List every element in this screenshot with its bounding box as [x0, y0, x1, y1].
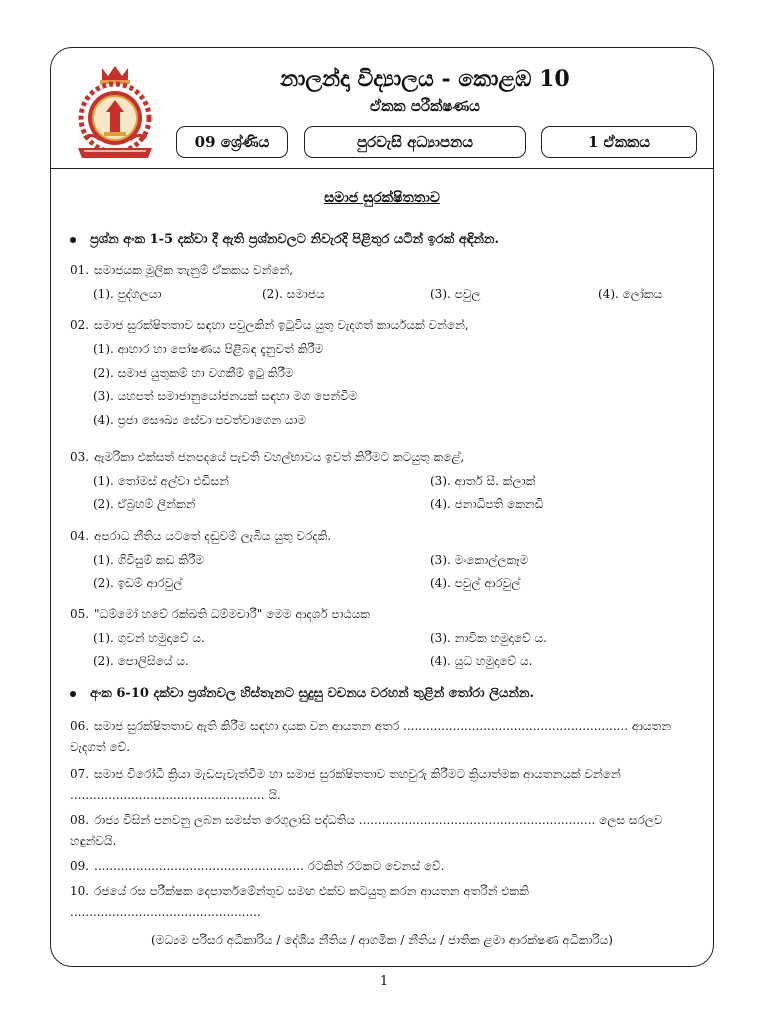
q5-option-1[interactable]: (1). ගුවන් හමුදාවේ ය. [93, 631, 205, 645]
subject-box: පුරවැසි අධ්‍යාපනය [304, 126, 526, 158]
question-10 [70, 881, 702, 923]
school-name: නාලන්දා විද්‍යාලය - කොළඹ 10 [280, 66, 570, 92]
question-number: 07. [70, 767, 90, 781]
question-02 [70, 318, 469, 333]
question-number: 06. [70, 719, 90, 733]
q5-option-4[interactable]: (4). යුධ හමුදාවේ ය. [430, 654, 533, 668]
question-03 [70, 450, 464, 465]
topic-title [50, 190, 714, 206]
bullet-icon [70, 691, 76, 697]
unit-box: 1 ඒකකය [541, 126, 697, 158]
q3-option-2[interactable]: (2). ඒබ්‍රහම් ලින්කන් [93, 497, 196, 511]
question-text: සමාජ සුරක්ෂිතතාව ඇති කිරීම සඳහා දායක වන ආයතන අතර ........................................................... ආයතන වැදගත් වේ. [70, 719, 672, 754]
question-text: ....................................................... රටකින් රටකට වෙනස් වේ. [94, 859, 445, 873]
header-divider [50, 168, 714, 169]
question-number: 01. [70, 263, 90, 277]
section1-instruction [70, 232, 499, 247]
question-06 [70, 716, 702, 758]
question-number: 02. [70, 318, 90, 332]
question-text: සමාජයක මූලික තැනුම් ඒකකය වන්නේ, [94, 263, 294, 277]
question-05 [70, 607, 370, 622]
q1-option-1[interactable]: (1). පුද්ගලයා [93, 287, 162, 301]
school-crest-icon [70, 62, 160, 162]
question-number: 08. [70, 813, 90, 827]
question-text: රජයේ රස පරීක්ෂක දෙපාර්තමේන්තුව සමඟ එක්ව කටයුතු කරන ආයතන අතරින් එකකි .................................................. [70, 884, 529, 919]
section1-instruction-text: ප්‍රශ්න අංක 1-5 දක්වා දී ඇති ප්‍රශ්නවලට නිවැරදි පිළිතුර යටින් ඉරක් අඳින්න. [90, 232, 499, 247]
question-09 [70, 856, 702, 877]
q1-option-2[interactable]: (2). සමාජය [262, 287, 325, 301]
question-number: 10. [70, 884, 90, 898]
q2-option-3[interactable]: (3). යහපත් සමාජානුයෝජනයක් සඳහා මග පෙන්වීම [93, 389, 358, 403]
question-text: අපරාධ නීතිය යටතේ දඬුවම් ලැබිය යුතු වරදකි. [94, 529, 332, 543]
section2-instruction [70, 686, 534, 701]
q4-option-4[interactable]: (4). පවුල් ආරවුල් [430, 576, 521, 590]
grade-box: 09 ශ්‍රේණිය [176, 126, 288, 158]
question-text: සමාජ විරෝධී ක්‍රියා මැඩපැවැත්වීම හා සමාජ සුරක්ෂිතතාව තහවුරු කිරීමට ක්‍රියාත්මක ආයතනයක් වන්නේ ................................................... යි. [70, 767, 621, 802]
q2-option-4[interactable]: (4). ප්‍රජා සෞඛ්‍ය සේවා පවත්වාගෙන යාම [93, 413, 307, 427]
q1-option-4[interactable]: (4). ලෝකය [598, 287, 663, 301]
q5-option-3[interactable]: (3). නාවික හමුදාවේ ය. [430, 631, 547, 645]
question-text: ඇමරිකා එක්සත් ජනපදයේ පැවති වහල්භාවය ඉවත් කිරීමට කටයුතු කළේ, [94, 450, 465, 464]
question-01 [70, 263, 293, 278]
topic-text: සමාජ සුරක්ෂිතතාව [324, 190, 440, 206]
question-number: 03. [70, 450, 90, 464]
answer-choices-hint: (මධ්‍යම පරිසර අධිකාරිය / දේශීය නීතිය / ආගමික / නීතිය / ජාතික ළමා ආරක්ෂණ අධිකාරිය) [151, 933, 613, 947]
question-text: "ධම්මෝ හවේ රක්ඛති ධම්මචාරී" මෙම ආදර්ශ පාඨයක [94, 607, 370, 621]
q3-option-1[interactable]: (1). තෝමස් අල්වා එඩිසන් [93, 474, 229, 488]
section2-instruction-text: අංක 6-10 දක්වා ප්‍රශ්නවල හිස්තැනට සුදුසු වචනය වරහන් තුළින් තෝරා ලියන්න. [90, 686, 534, 701]
question-number: 09. [70, 859, 90, 873]
question-08 [70, 810, 702, 852]
q3-option-3[interactable]: (3). ආතර් සී. ක්ලාක් [430, 474, 536, 488]
question-number: 04. [70, 529, 90, 543]
q4-option-2[interactable]: (2). ඉඩම් ආරවුල් [93, 576, 183, 590]
q2-option-1[interactable]: (1). ආහාර හා පෝෂණය පිළිබඳ දැනුවත් කිරීම [93, 342, 324, 356]
q4-option-3[interactable]: (3). මංකොල්ලකෑම [430, 553, 529, 567]
question-number: 05. [70, 607, 90, 621]
q4-option-1[interactable]: (1). ගිවිසුම් කඩ කිරීම [93, 553, 204, 567]
q2-option-2[interactable]: (2). සමාජ යුතුකම් හා වගකීම් ඉටු කිරීම [93, 366, 294, 380]
q5-option-2[interactable]: (2). පොලිසියේ ය. [93, 654, 189, 668]
bullet-icon [70, 237, 76, 243]
question-text: සමාජ සුරක්ෂිතතාව සඳහා පවුලකින් ඉටුවිය යුතු වැදගත් කාර්යයක් වන්නේ, [94, 318, 469, 332]
page-number: 1 [379, 974, 389, 989]
question-07 [70, 764, 702, 806]
q1-option-3[interactable]: (3). පවුල [430, 287, 481, 301]
exam-type: ඒකක පරීක්ෂණය [370, 97, 480, 115]
q3-option-4[interactable]: (4). ජනාධිපති කෙනඩි [430, 497, 544, 511]
question-04 [70, 529, 331, 544]
question-text: රාජ්‍ය විසින් පනවනු ලබන සමස්ත රෙගුලාසි පද්ධතිය .............................................................. ලෙස සරලව හඳුන්වයි. [70, 813, 663, 848]
